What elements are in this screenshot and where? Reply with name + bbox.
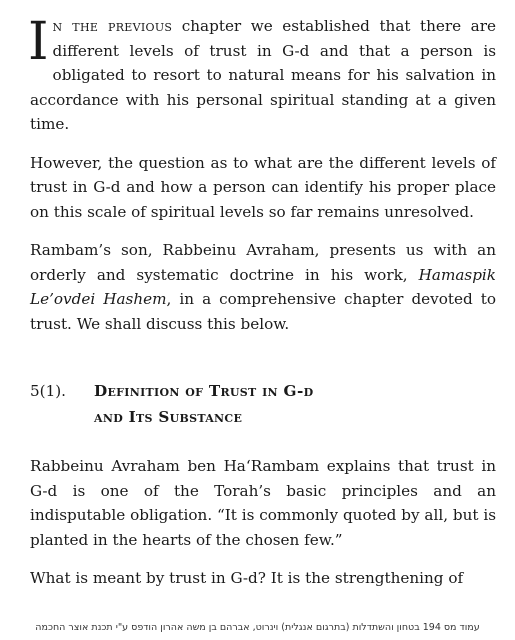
- paragraph-text-before: Rambam’s son, Rabbeinu Avraham, presents us with an orderly and systematic doctrine in his work,: [30, 241, 496, 284]
- paragraph-continuation: What is meant by trust in G-d? It is the strengthening of: [30, 569, 464, 587]
- book-title: Hamaspik Le’ovdei Hashem: [30, 265, 496, 308]
- paragraph-text-after: , in a comprehensive chapter devoted to trust. We shall discuss this below.: [30, 290, 497, 333]
- page-footer: עמוד מס 194 בטחון והשתדלות (בתרגום אנגלית) וינרוט, אברהם בן משה אהרון הודפס ע"י תכנת אוצר החכמה: [35, 622, 480, 633]
- paragraph-intro-text: chapter we established that there are different levels of trust in G-d and that a person is obligated to resort to natural means for his salvation in accordance with his personal spiritual standing at a given time.: [30, 17, 496, 133]
- paragraph-intro: [30, 14, 496, 137]
- drop-cap: I: [28, 12, 49, 72]
- paragraph-question: However, the question as to what are the different levels of trust in G-d and how a person can identify his proper place on this scale of spiritual levels so far remains unresolved.: [30, 153, 496, 221]
- section-number: 5(1).: [30, 382, 67, 400]
- paragraph-definition: Rabbeinu Avraham ben Ha‘Rambam explains that trust in G-d is one of the Torah’s basic principles and an indisputable obligation. “It is commonly quoted by all, but is planted in the hearts of the chosen few.”: [30, 457, 496, 549]
- paragraph-rabbeinu-avraham: [30, 238, 496, 336]
- section-title: [94, 378, 313, 430]
- section-title-line-2: and Its Substance: [94, 408, 243, 426]
- section-title-line-1: Definition of Trust in G-d: [94, 382, 314, 400]
- document-page: [30, 14, 496, 605]
- section-heading: [30, 378, 496, 430]
- opening-smallcaps: n the previous: [52, 17, 173, 35]
